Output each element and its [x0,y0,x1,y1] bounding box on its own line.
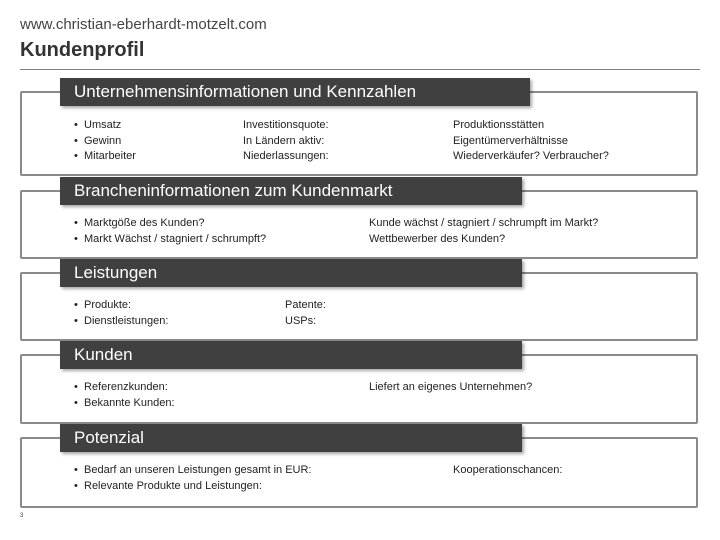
section-heading: Leistungen [60,259,522,287]
page-title: Kundenprofil [20,39,145,61]
section-heading: Kunden [60,341,522,369]
section-heading: Brancheninformationen zum Kundenmarkt [60,177,522,205]
section-market-info [20,177,698,259]
list-item: • Bekannte Kunden: [74,396,175,412]
list-item: • Umsatz [74,118,136,134]
section-company-info [20,78,698,176]
section-column-1 [74,463,311,494]
section-column-1 [74,118,136,165]
text-line: Investitionsquote: [243,119,329,131]
page-number: 3 [20,513,24,519]
section-column-2 [453,463,562,479]
text-line: Wiederverkäufer? Verbraucher? [453,150,609,162]
section-column-1 [74,380,175,411]
section-column-3 [453,118,609,165]
section-column-2 [285,298,326,329]
text-line: USPs: [285,314,317,327]
section-column-2 [369,380,532,396]
list-item: • Gewinn [74,134,136,150]
text-line: Niederlassungen: [243,150,329,162]
section-column-1 [74,298,168,329]
list-item: • Markt Wächst / stagniert / schrumpft? [74,232,266,248]
list-item: • Mitarbeiter [74,149,136,165]
website-url: www.christian-eberhardt-motzelt.com [20,16,267,33]
text-line: Patente: [285,299,326,311]
text-line: Wettbewerber des Kunden? [369,232,506,245]
section-heading: Potenzial [60,424,522,452]
title-divider [20,69,700,70]
section-column-1 [74,216,266,247]
section-services [20,259,698,341]
list-item: • Dienstleistungen: [74,314,168,330]
section-column-2 [243,118,329,165]
section-potential [20,424,698,508]
text-line: Kooperationschancen: [453,464,563,476]
list-item: • Produkte: [74,298,168,314]
section-heading: Unternehmensinformationen und Kennzahlen [60,78,530,106]
text-line: Kunde wächst / stagniert / schrumpft im Markt? [369,217,599,229]
section-column-2 [369,216,598,247]
text-line: Eigentümerverhältnisse [453,134,568,147]
text-line: Produktionsstätten [453,119,545,131]
text-line: Liefert an eigenes Unternehmen? [369,381,533,393]
list-item: • Marktgöße des Kunden? [74,216,266,232]
list-item: • Referenzkunden: [74,380,175,396]
section-customers [20,341,698,424]
list-item: • Relevante Produkte und Leistungen: [74,479,311,495]
list-item: • Bedarf an unseren Leistungen gesamt in EUR: [74,463,311,479]
text-line: In Ländern aktiv: [243,134,325,147]
